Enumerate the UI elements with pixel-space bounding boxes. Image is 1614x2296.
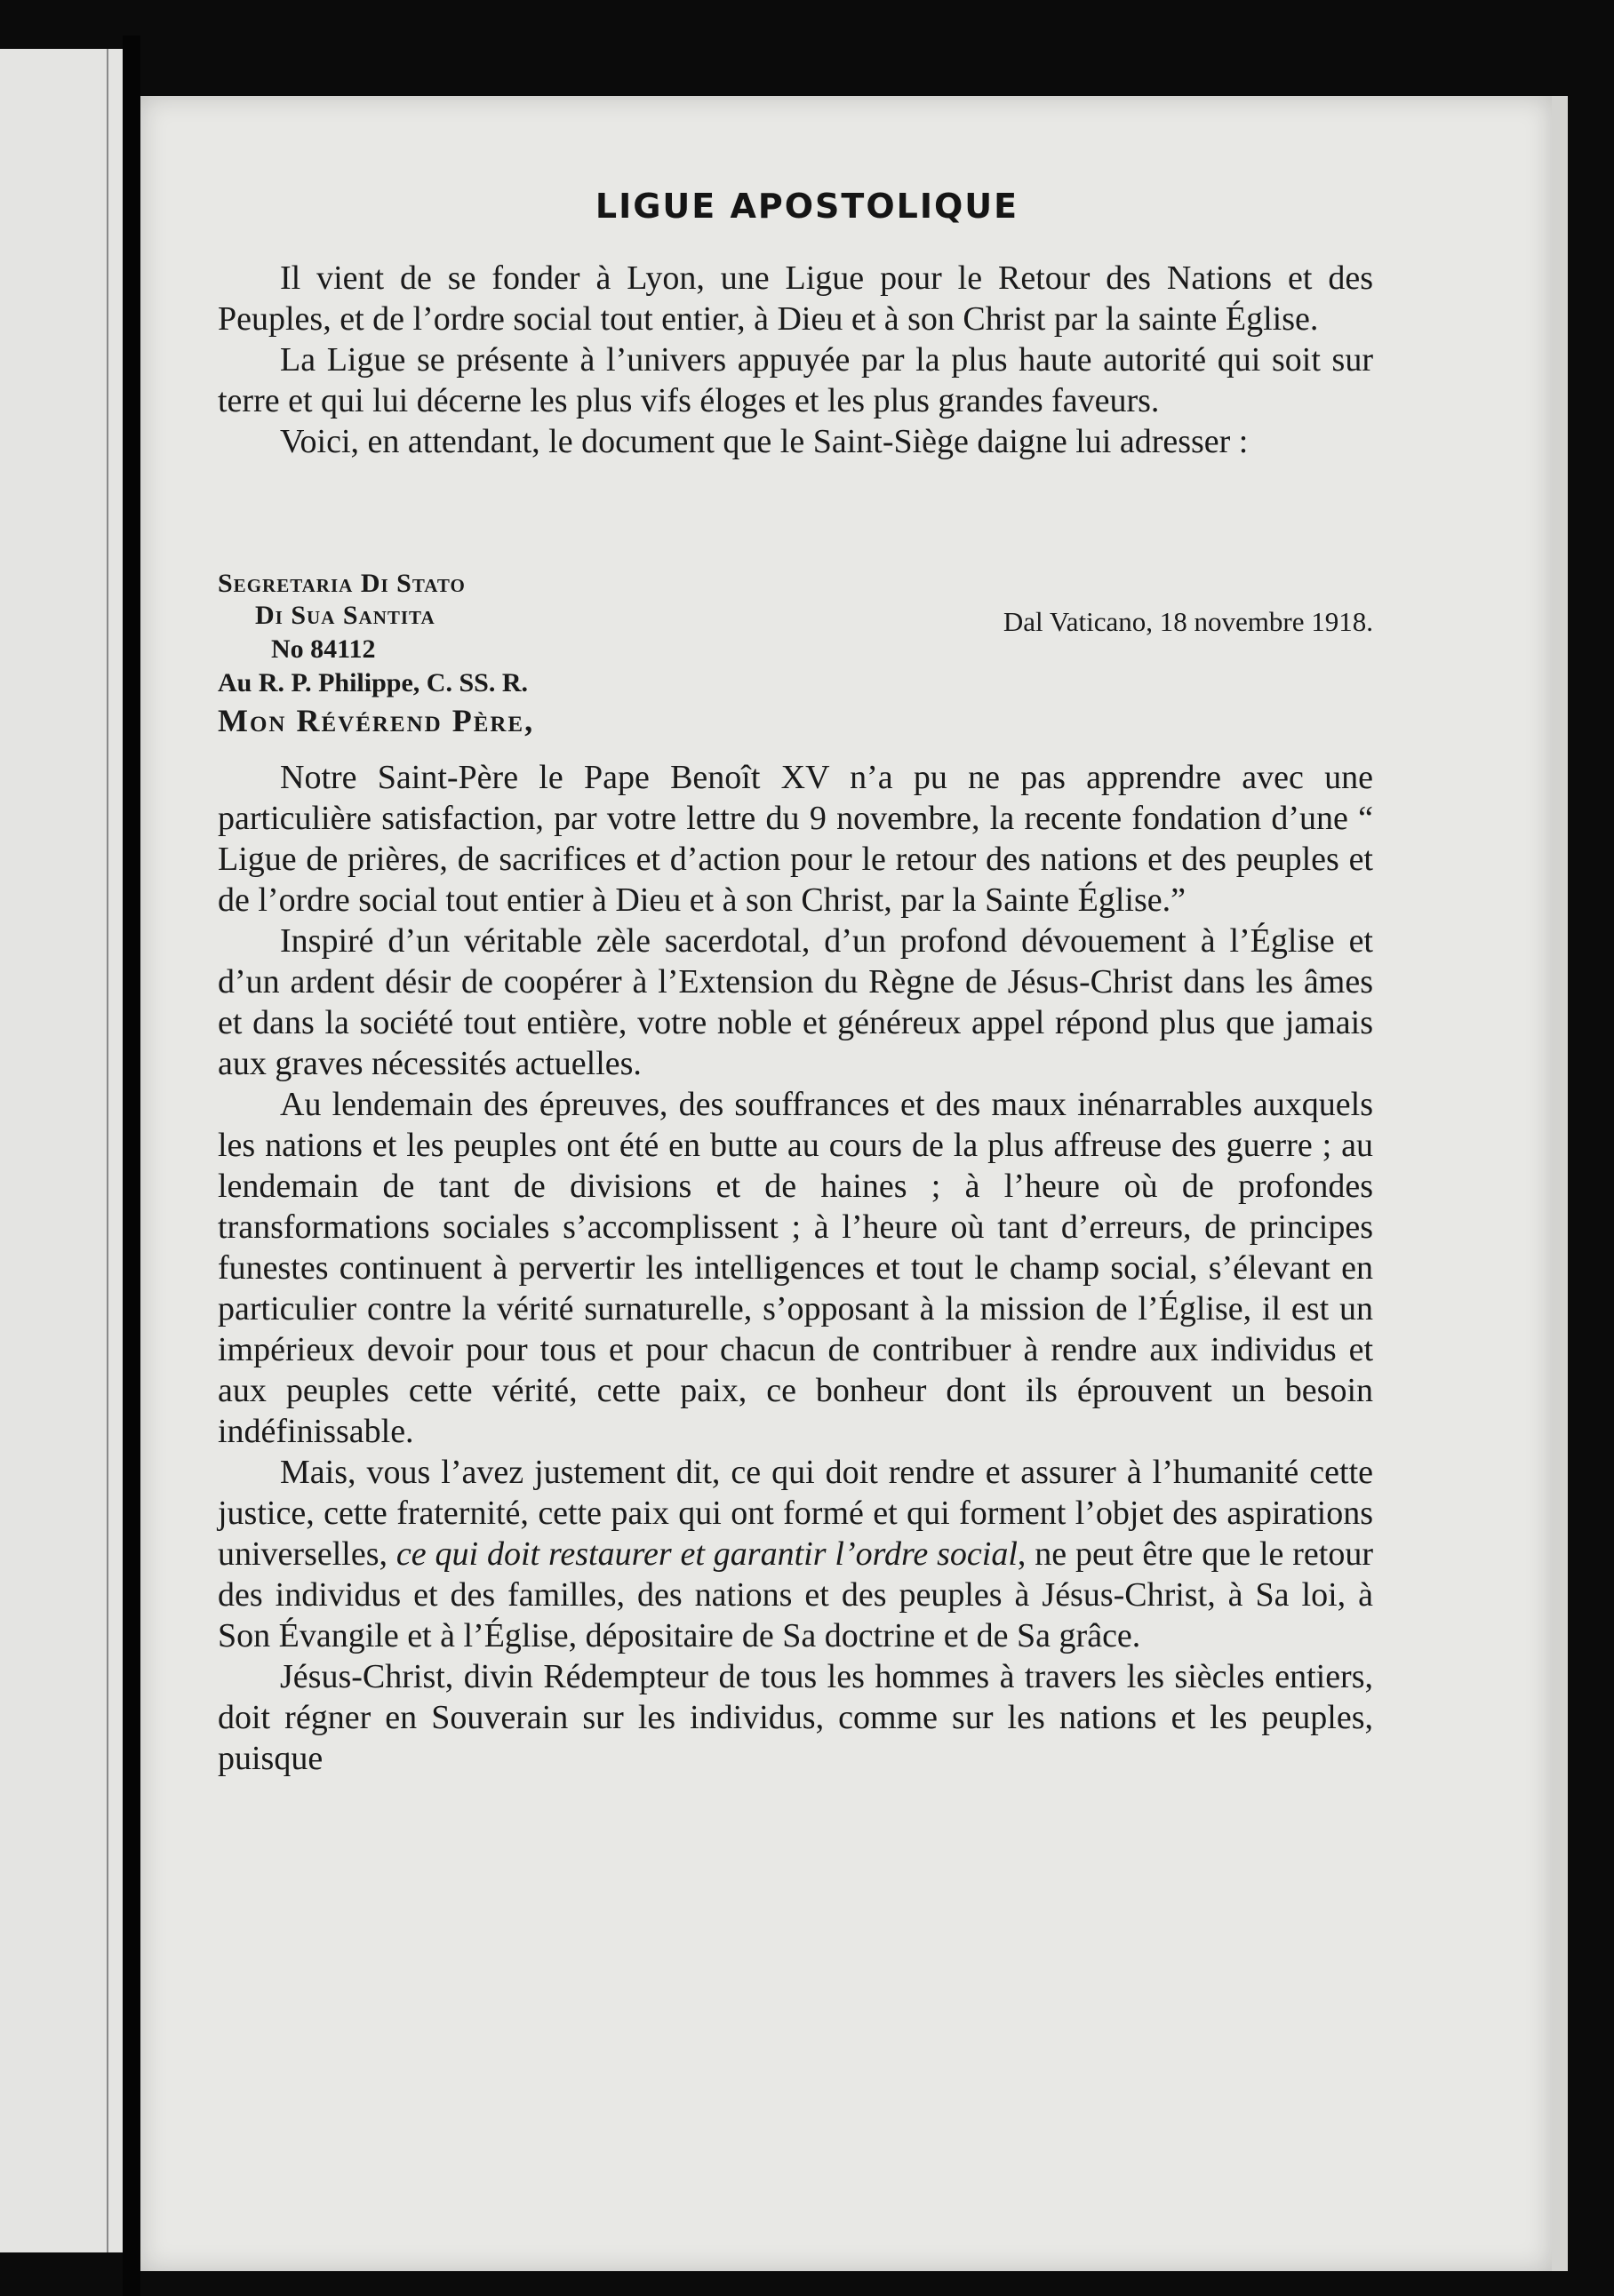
page-title: LIGUE APOSTOLIQUE xyxy=(595,187,1019,226)
left-page-border xyxy=(107,49,108,2252)
intro-text xyxy=(218,258,1373,462)
salutation: Mon Révérend Père, xyxy=(218,703,535,738)
body-paragraph-2: Inspiré d’un véritable zèle sacerdotal, d’un profond dévouement à l’Église et d’un ardent désir de coopérer à l’Extension du Règne de Jésus-Christ dans les âmes et dans la société tout entière, votre noble et généreux appel répond plus que jamais aux graves nécessités actuelles. xyxy=(218,922,1373,1082)
body-paragraph-4-end: , ne peut être que le retour des individus et des familles, des nations et des peuples à Jésus-Christ, à Sa loi, à Son Évangile et à l’Église, dépositaire de Sa doctrine et de Sa grâce. xyxy=(218,1535,1373,1654)
page-right-edge xyxy=(1552,96,1568,2271)
body-paragraph-5: Jésus-Christ, divin Rédempteur de tous les hommes à travers les siècles entiers, doit régner en Souverain sur les individus, comme sur les nations et les peuples, puisque xyxy=(218,1658,1373,1777)
book-gutter xyxy=(123,36,140,2296)
body-paragraph-4-start: Mais, vous l’avez justement dit, ce qui doit rendre et assurer à l’humanité cette justice, cette fraternité, cette paix qui ont formé et qui forment l’objet des aspirations universelles, xyxy=(218,1454,1373,1573)
letter-body xyxy=(218,757,1373,1779)
header-office: Segretaria Di Stato xyxy=(218,569,466,598)
header-recipient: Au R. P. Philippe, C. SS. R. xyxy=(218,668,528,698)
body-paragraph-4 xyxy=(218,1452,1373,1656)
intro-paragraph-2: La Ligue se présente à l’univers appuyée par la plus haute autorité qui soit sur terre et qui lui décerne les plus vifs éloges et les plus grandes faveurs. xyxy=(218,341,1373,419)
body-paragraph-3: Au lendemain des épreuves, des souffrances et des maux inénarrables auxquels les nations et les peuples ont été en butte au cours de la plus affreuse des guerre ; au lendemain de tant de divisions et de haines ; à l’heure où de profondes transformations sociales s’accomplissent ; à l’heure où tant d’erreurs, de principes funestes continuent à pervertir les intelligences et tout le champ social, s’élevant en particulier contre la vérité surnaturelle, s’opposant à la mission de l’Église, il est un impérieux devoir pour tous et pour chacun de contribuer à rendre aux individus et aux peuples cette vérité, cette paix, ce bonheur dont ils éprouvent un besoin indéfinissable. xyxy=(218,1086,1373,1450)
body-paragraph-4-italic: ce qui doit restaurer et garantir l’ordre social xyxy=(396,1535,1018,1573)
body-paragraph-1: Notre Saint-Père le Pape Benoît XV n’a pu ne pas apprendre avec une particulière satisfaction, par votre lettre du 9 novembre, la recente fondation d’une “ Ligue de prières, de sacrifices et d’action pour le retour des nations et des peuples et de l’ordre social tout entier à Dieu et à son Christ, par la Sainte Église.” xyxy=(218,759,1373,919)
header-holiness: Di Sua Santita xyxy=(255,601,435,630)
intro-paragraph-3: Voici, en attendant, le document que le Saint-Siège daigne lui adresser : xyxy=(280,423,1249,460)
intro-paragraph-1: Il vient de se fonder à Lyon, une Ligue pour le Retour des Nations et des Peuples, et de l’ordre social tout entier, à Dieu et à son Christ par la sainte Église. xyxy=(218,259,1373,338)
header-number: No 84112 xyxy=(271,634,376,664)
left-page-edge xyxy=(0,49,123,2252)
letter-date: Dal Vaticano, 18 novembre 1918. xyxy=(1003,606,1373,637)
